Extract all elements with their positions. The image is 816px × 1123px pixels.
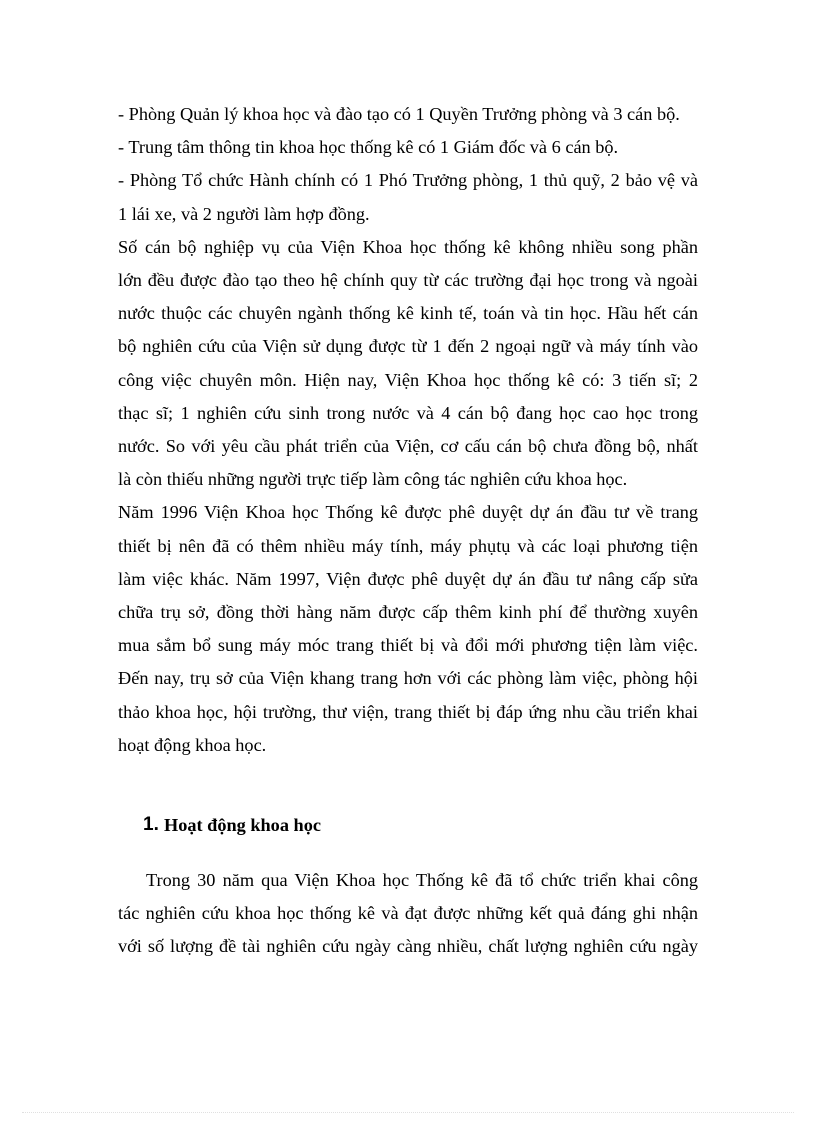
text-line: Trong 30 năm qua Viện Khoa học Thống kê đã tổ chức triển khai công — [146, 870, 698, 891]
text-line: lớn đều được đào tạo theo hệ chính quy từ các trường đại học trong và ngoài — [118, 270, 698, 291]
text-line: Năm 1996 Viện Khoa học Thống kê được phê duyệt dự án đầu tư về trang — [118, 502, 698, 523]
paragraph-research — [118, 864, 698, 964]
text-line: hoạt động khoa học. — [118, 734, 267, 755]
text-line: mua sắm bổ sung máy móc trang thiết bị và đổi mới phương tiện làm việc. — [118, 635, 698, 656]
document-page — [118, 98, 698, 964]
paragraph-staff — [118, 231, 698, 497]
text-line: chữa trụ sở, đồng thời hàng năm được cấp thêm kinh phí để thường xuyên — [118, 602, 698, 623]
section-heading — [118, 808, 698, 842]
text-line: - Phòng Tổ chức Hành chính có 1 Phó Trưởng phòng, 1 thủ quỹ, 2 bảo vệ và — [118, 170, 698, 191]
text-line: công việc chuyên môn. Hiện nay, Viện Khoa học thống kê có: 3 tiến sĩ; 2 — [118, 369, 698, 390]
text-line: làm việc khác. Năm 1997, Viện được phê duyệt dự án đầu tư nâng cấp sửa — [118, 568, 698, 589]
text-line: - Phòng Quản lý khoa học và đào tạo có 1 Quyền Trưởng phòng và 3 cán bộ. — [118, 104, 680, 124]
text-line: thảo khoa học, hội trường, thư viện, trang thiết bị đáp ứng nhu cầu triển khai — [118, 701, 698, 722]
section-title: Hoạt động khoa học — [164, 814, 321, 835]
text-line: nước. So với yêu cầu phát triển của Viện, cơ cấu cán bộ chưa đồng bộ, nhất — [118, 436, 698, 457]
text-line: với số lượng đề tài nghiên cứu ngày càng nhiều, chất lượng nghiên cứu ngày — [118, 936, 698, 957]
department-list — [118, 98, 698, 231]
text-line: - Trung tâm thông tin khoa học thống kê có 1 Giám đốc và 6 cán bộ. — [118, 137, 619, 158]
text-line: tác nghiên cứu khoa học thống kê và đạt được những kết quả đáng ghi nhận — [118, 903, 698, 924]
paragraph-equipment — [118, 496, 698, 762]
text-line: thiết bị nên đã có thêm nhiều máy tính, máy phụtụ và các loại phương tiện — [118, 535, 698, 556]
page-bottom-divider — [22, 1112, 794, 1113]
text-line: thạc sĩ; 1 nghiên cứu sinh trong nước và 4 cán bộ đang học cao học trong — [118, 402, 698, 423]
section-number: 1. — [143, 814, 159, 836]
text-line: Đến nay, trụ sở của Viện khang trang hơn với các phòng làm việc, phòng hội — [118, 668, 698, 689]
text-line: bộ nghiên cứu của Viện sử dụng được từ 1 đến 2 ngoại ngữ và máy tính vào — [118, 336, 698, 357]
text-line: nước thuộc các chuyên ngành thống kê kinh tế, toán và tin học. Hầu hết cán — [118, 303, 698, 324]
text-line: 1 lái xe, và 2 người làm hợp đồng. — [118, 203, 370, 224]
text-line: Số cán bộ nghiệp vụ của Viện Khoa học thống kê không nhiều song phần — [118, 236, 698, 257]
text-line: là còn thiếu những người trực tiếp làm công tác nghiên cứu khoa học. — [118, 469, 628, 490]
